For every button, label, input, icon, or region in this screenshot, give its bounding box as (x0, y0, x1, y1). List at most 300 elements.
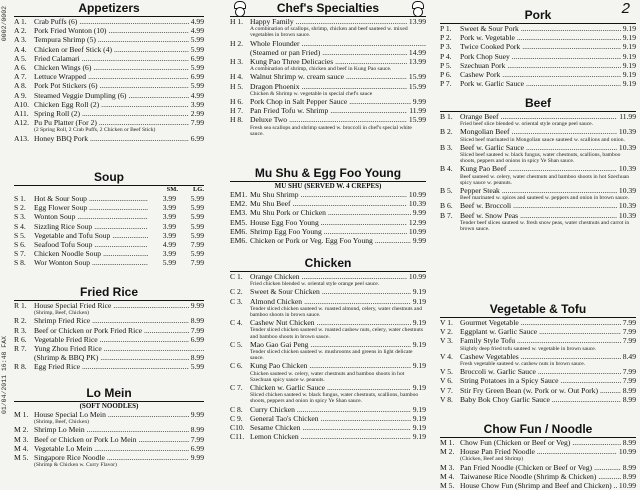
item-price-small: 3.99 (148, 203, 176, 212)
item-price: 4.99 (190, 17, 204, 26)
item-code: V 3. (440, 336, 453, 346)
item-code: EM3. (230, 208, 248, 218)
item-price: 14.99 (408, 47, 426, 57)
menu-item (230, 106, 426, 115)
item-code: A13. (14, 133, 29, 143)
beef-section (440, 96, 636, 232)
item-name: Kung Pao Chicken ..... (250, 361, 411, 370)
menu-item (230, 190, 426, 199)
item-name: House Egg Foo Young ..... (250, 218, 407, 227)
item-code: P 4. (440, 51, 452, 61)
item-code: S 5. (14, 230, 26, 240)
item-name: Seafood Tofu Soup ..... (34, 240, 148, 249)
item-price-small: 3.99 (148, 222, 176, 231)
item-name: Sweet & Sour Pork ..... (460, 24, 621, 33)
item-price: 13.99 (408, 17, 426, 26)
fried-rice-section (14, 285, 204, 372)
item-code-spacer (230, 48, 250, 57)
menu-item (440, 79, 636, 88)
item-name: General Tao's Chicken ..... (250, 414, 411, 423)
menu-item (14, 194, 204, 203)
menu-item (230, 405, 426, 414)
item-code: V 5. (440, 367, 453, 377)
item-name: Chow Fun (Chicken or Beef or Veg) ..... (460, 438, 621, 447)
item-code: H 4. (230, 72, 244, 82)
item-code: H 8. (230, 115, 244, 125)
item-price-large: 5.99 (176, 249, 204, 258)
item-code: S 6. (14, 240, 26, 250)
menu-item (230, 423, 426, 432)
item-code: P 6. (440, 70, 452, 80)
item-price: 10.99 (408, 272, 426, 281)
chef-specialties-section (230, 1, 426, 137)
menu-item (440, 438, 636, 447)
appetizers-section (14, 1, 204, 143)
item-price: 9.19 (622, 51, 636, 61)
menu-item (440, 186, 636, 195)
item-price: 9.19 (412, 339, 426, 349)
menu-item (14, 335, 204, 344)
item-code: H 3. (230, 57, 244, 67)
menu-item (14, 212, 204, 221)
item-description: Chicken sauteed w. celery, water chestnuts and bamboo shoots in hot Szechuan spicy sauce w. peanuts. (250, 370, 405, 383)
item-name: Wonton Soup ..... (34, 212, 148, 221)
item-name: Kung Pao Beef ..... (460, 164, 617, 173)
item-code: C 1. (230, 272, 243, 281)
menu-item (14, 63, 204, 72)
item-description: (Shrimp & Chicken w. Curry Flavor) (34, 462, 117, 469)
menu-item (14, 316, 204, 325)
item-name: Mao Gao Gai Peng ..... (250, 340, 411, 349)
item-name: Spring Roll (2) ..... (34, 109, 189, 118)
vegetable-tofu-section (440, 302, 636, 404)
item-code: H 5. (230, 81, 244, 91)
menu-item (14, 203, 204, 212)
item-price: 5.99 (190, 35, 204, 45)
item-description: Chicken & Shrimp w. vegetable in special chef's sauce (250, 90, 373, 97)
item-code: M 2. (440, 447, 455, 457)
item-price: 10.39 (408, 199, 426, 209)
item-price: 9.99 (412, 97, 426, 107)
item-description: A combination of scallops, shrimp, chicken and beef sauteed w. mixed vegetables in brown sauce. (250, 26, 408, 39)
item-code: V 2. (440, 327, 453, 337)
item-name: Stir Fry Green Bean (w. Pork or w. Out Pork) ..... (460, 386, 621, 395)
section-title-pork: Pork (440, 8, 636, 24)
section-title-appetizers: Appetizers (14, 1, 204, 17)
chow-fun-section (440, 422, 636, 490)
item-price: 11.99 (619, 112, 636, 121)
item-code: V 8. (440, 394, 453, 404)
item-description: Fresh sea scallops and shrimp sauteed w. broccoli in chef's special white sauce. (250, 124, 412, 137)
item-name: Lettuce Wrapped ..... (34, 72, 189, 81)
menu-item (440, 395, 636, 404)
item-name: Shrimp Egg Foo Young ..... (250, 227, 407, 236)
item-name: Happy Family ..... (250, 17, 407, 26)
section-title-chow-fun: Chow Fun / Noodle (440, 422, 636, 438)
item-name: Chicken Wings (6) ..... (34, 63, 189, 72)
item-name: Pepper Steak ..... (460, 186, 617, 195)
menu-item (14, 453, 204, 462)
item-code: C10. (230, 423, 245, 433)
item-price: 9.19 (622, 33, 636, 43)
item-price: 9.19 (412, 383, 426, 393)
menu-item (230, 97, 426, 106)
menu-item (230, 57, 426, 66)
item-price: 10.39 (618, 201, 636, 211)
menu-item (14, 231, 204, 240)
item-price-large: 7.99 (176, 240, 204, 249)
item-name: Pan Fried Tofu w. Shrimp ..... (250, 106, 407, 115)
item-price: 10.99 (618, 481, 636, 490)
item-name: Dragon Phoenix ..... (250, 82, 407, 91)
item-name: Mu Shu Shrimp ..... (250, 190, 407, 199)
item-price: 8.99 (622, 471, 636, 481)
item-code: M 3. (440, 462, 455, 472)
item-code: V 7. (440, 385, 453, 395)
item-price-large: 5.99 (176, 231, 204, 240)
item-price: 3.99 (190, 99, 204, 109)
item-name: Chicken or Pork or Veg. Egg Foo Young ..... (250, 236, 411, 245)
item-code: M 4. (14, 443, 29, 453)
menu-item (230, 297, 426, 306)
item-name: Mu Shu Beef ..... (250, 199, 407, 208)
item-name: Beef or Chicken or Pork Lo Mein ..... (34, 435, 189, 444)
section-title-fried-rice: Fried Rice (14, 285, 204, 301)
item-name: Sweet & Sour Chicken ..... (250, 287, 411, 296)
item-name: Curry Chicken ..... (250, 405, 411, 414)
item-description: Sliced chicken sauteed w. black fungus, water chestnuts, scallions, bamboo shoots, peppers and onion in spicy Ye Shan sauce. (250, 392, 419, 405)
item-price: 7.99 (190, 118, 204, 128)
item-name: Pork w. Garlic Sauce ..... (460, 79, 621, 88)
item-code: C 8. (230, 404, 243, 414)
item-price-small: 3.99 (148, 194, 176, 203)
menu-item (14, 54, 204, 63)
item-code: A 4. (14, 44, 27, 54)
menu-item (14, 362, 204, 371)
item-name: Pork Fried Wonton (10) ..... (34, 26, 189, 35)
item-code: C 9. (230, 413, 243, 423)
item-price: 7.99 (190, 325, 204, 335)
menu-item (230, 318, 426, 327)
item-name: Eggplant w. Garlic Sauce ..... (460, 327, 621, 336)
item-description: (Shrimp, Beef, Chicken) (34, 310, 89, 317)
beef-list (440, 112, 636, 232)
item-description: Tender sliced chicken sauteed w. roasted cashew nuts, celery, water chestnuts and bamboo shoots in brown sauce. (250, 327, 423, 340)
item-code: M 2. (14, 425, 29, 435)
item-price: 9.19 (622, 42, 636, 52)
item-code: S 2. (14, 203, 26, 213)
item-code: V 4. (440, 351, 453, 361)
item-name: Szechuan Pork ..... (460, 61, 621, 70)
menu-item (14, 26, 204, 35)
menu-item (14, 344, 204, 353)
item-code: A 7. (14, 72, 27, 82)
menu-item (14, 100, 204, 109)
item-price: 5.99 (190, 44, 204, 54)
item-description: Slightly deep fried tofu sauteed w. vegetable in brown sauce. (460, 345, 597, 352)
item-code: V 1. (440, 318, 453, 327)
fax-date-line: 01/04/2011 16:48 FAX (1, 336, 8, 415)
item-price: 8.49 (622, 351, 636, 361)
item-price-small: 3.99 (148, 212, 176, 221)
menu-item (440, 318, 636, 327)
mu-shu-section (230, 166, 426, 245)
item-code: A10. (14, 99, 29, 109)
item-description: Fresh vegetable sauteed w. cashew nuts in brown sauce. (460, 361, 586, 368)
item-code: C 4. (230, 318, 243, 328)
item-price: 9.19 (412, 404, 426, 414)
item-code: C 5. (230, 339, 243, 349)
menu-item (230, 236, 426, 245)
item-price: 6.99 (190, 334, 204, 344)
item-name: Beef w. Garlic Sauce ..... (460, 143, 617, 152)
item-description: Beef marinated w. spices and sauteed w. peppers and onion in brown sauce. (460, 195, 630, 202)
menu-item (14, 222, 204, 231)
item-code: C 2. (230, 287, 243, 297)
item-price: 7.99 (622, 376, 636, 386)
item-price: 9.99 (190, 410, 204, 419)
section-title-mu-shu: Mu Shu & Egg Foo Young (230, 166, 426, 182)
menu-item (440, 447, 636, 456)
item-code: R 6. (14, 334, 27, 344)
menu-item (14, 326, 204, 335)
item-name: Shrimp Fried Rice ..... (34, 316, 189, 325)
item-price: 6.99 (190, 133, 204, 143)
item-code: A 1. (14, 17, 27, 26)
chicken-list (230, 272, 426, 441)
item-code: A12. (14, 118, 29, 128)
menu-item (14, 35, 204, 44)
menu-item (14, 109, 204, 118)
lo-mein-section (14, 386, 204, 468)
item-price: 9.99 (412, 236, 426, 246)
mu-shu-subtitle: MU SHU (SERVED W. 4 CREPES) (274, 182, 382, 190)
item-name: Beef w. Snow Peas ..... (460, 211, 617, 220)
chicken-section (230, 256, 426, 441)
item-description: (2 Spring Roll, 2 Crab Puffs, 2 Chicken or Beef Stick) (34, 127, 156, 134)
item-code: B 3. (440, 142, 453, 152)
item-code: EM2. (230, 199, 248, 209)
item-code: EM5. (230, 217, 248, 227)
fax-stamp (1, 6, 12, 476)
item-name: Pu Pu Platter (For 2) ..... (34, 118, 189, 127)
item-description: Fried chicken blended w. oriental style orange peel sauce. (250, 281, 380, 288)
item-name: Baby Bok Choy Garlic Sauce ..... (460, 395, 621, 404)
item-code: R 8. (14, 362, 27, 372)
item-price: 13.99 (408, 57, 426, 67)
item-description: (Shrimp, Beef, Chicken) (34, 419, 89, 426)
item-name: Yung Zhou Fried Rice ..... (34, 344, 204, 353)
item-code: C11. (230, 432, 245, 442)
item-price: 7.99 (622, 336, 636, 346)
menu-item (440, 127, 636, 136)
menu-item (230, 287, 426, 296)
menu-item (230, 208, 426, 217)
item-price: 8.99 (190, 353, 204, 363)
menu-item (230, 218, 426, 227)
item-code: B 6. (440, 201, 453, 211)
fried-rice-list (14, 301, 204, 372)
item-price: 10.39 (618, 210, 636, 220)
item-price: 6.99 (190, 53, 204, 63)
item-price: 5.99 (190, 63, 204, 73)
item-price: 10.39 (618, 127, 636, 137)
menu-item (440, 164, 636, 173)
menu-item (440, 70, 636, 79)
item-description: A combination of shrimp, chicken and beef in Kung Pao sauce. (250, 66, 392, 73)
item-name: Family Style Tofu ..... (460, 336, 621, 345)
menu-item (230, 199, 426, 208)
item-price: 9.19 (412, 432, 426, 442)
menu-item (230, 272, 426, 281)
item-code: P 5. (440, 60, 452, 70)
item-price-large: 5.99 (176, 212, 204, 221)
item-code-spacer (14, 353, 34, 362)
menu-item (14, 410, 204, 419)
menu-item (14, 425, 204, 434)
menu-item (14, 17, 204, 26)
menu-item (230, 361, 426, 370)
item-name: Hot & Sour Soup ..... (34, 194, 148, 203)
menu-item (440, 42, 636, 51)
item-code: H 1. (230, 17, 244, 26)
item-name: Shrimp Lo Mein ..... (34, 425, 189, 434)
item-price: 9.19 (622, 60, 636, 70)
item-name: Chicken w. Garlic Sauce ..... (250, 383, 411, 392)
item-code: B 2. (440, 127, 453, 137)
item-code: M 5. (14, 453, 29, 463)
item-code: M 5. (440, 481, 455, 490)
item-code: EM6. (230, 236, 248, 246)
item-code: B 4. (440, 164, 453, 174)
item-price: 10.39 (618, 142, 636, 152)
menu-item (440, 211, 636, 220)
item-price: 6.99 (190, 72, 204, 82)
item-code: M 1. (440, 438, 455, 447)
item-code: R 7. (14, 344, 27, 354)
pork-section (440, 8, 636, 88)
menu-item (230, 82, 426, 91)
section-title-chicken: Chicken (230, 256, 426, 272)
menu-item-continued (230, 48, 426, 57)
item-code: A 8. (14, 81, 27, 91)
item-price-small: 3.99 (148, 249, 176, 258)
menu-item (440, 472, 636, 481)
item-name: Chicken or Beef Stick (4) ..... (34, 45, 189, 54)
menu-item (14, 258, 204, 267)
item-name: Fried Calamari ..... (34, 54, 189, 63)
item-code: H 7. (230, 106, 244, 116)
menu-item (440, 33, 636, 42)
menu-item (230, 115, 426, 124)
page-number: 2 (621, 0, 630, 17)
menu-item (440, 112, 636, 121)
item-code: S 4. (14, 221, 26, 231)
item-code: R 3. (14, 325, 27, 335)
menu-item (440, 143, 636, 152)
menu-item (230, 432, 426, 441)
menu-item (440, 336, 636, 345)
item-code: S 3. (14, 212, 26, 222)
menu-item (440, 61, 636, 70)
item-price-large: 5.99 (176, 203, 204, 212)
item-price-small: 3.99 (148, 231, 176, 240)
item-price: 8.99 (622, 438, 636, 447)
item-code: S 8. (14, 258, 26, 268)
item-name: Tempura Shrimp (5) ..... (34, 35, 189, 44)
item-price: 8.99 (622, 462, 636, 472)
item-name: Beef w. Broccoli ..... (460, 201, 617, 210)
item-name: Whole Flounder ..... (250, 39, 426, 48)
item-code: P 1. (440, 24, 452, 33)
item-name: Crab Puffs (6) ..... (34, 17, 189, 26)
item-price: 10.39 (618, 164, 636, 174)
menu-item (14, 249, 204, 258)
item-variant: (Shrimp & BBQ PK) ..... (34, 353, 189, 362)
item-name: Cashew Nut Chicken ..... (250, 318, 411, 327)
soup-section (14, 170, 204, 268)
menu-item (230, 383, 426, 392)
item-code: R 2. (14, 316, 27, 326)
soup-list (14, 194, 204, 268)
menu-item (440, 201, 636, 210)
item-price: 9.19 (412, 287, 426, 297)
chow-fun-list (440, 438, 636, 490)
item-name: Almond Chicken ..... (250, 297, 411, 306)
menu-item (440, 327, 636, 336)
item-price: 9.19 (412, 413, 426, 423)
menu-item (14, 45, 204, 54)
item-price: 7.99 (622, 367, 636, 377)
item-price: 5.99 (190, 81, 204, 91)
item-name: Steamed Veggie Dumpling (6) ..... (34, 91, 189, 100)
menu-item (14, 301, 204, 310)
menu-item (230, 17, 426, 26)
item-name: Beef or Chicken or Pork Fried Rice ..... (34, 326, 189, 335)
item-price: 9.19 (622, 79, 636, 89)
lo-mein-subtitle: (SOFT NOODLES) (79, 402, 139, 410)
item-name: Cashew Vegetables ..... (460, 352, 621, 361)
item-code: V 6. (440, 376, 453, 386)
item-price: 7.99 (622, 318, 636, 327)
menu-item (230, 227, 426, 236)
item-price-small: 4.99 (148, 240, 176, 249)
item-price: 10.99 (408, 190, 426, 199)
menu-item (440, 463, 636, 472)
item-code: M 1. (14, 410, 29, 419)
item-price: 8.99 (622, 385, 636, 395)
menu-item (230, 39, 426, 48)
item-description: Fried beef slice blended w. oriental style orange peel sauce. (460, 121, 594, 128)
item-name: Walnut Shrimp w. cream sauce ..... (250, 72, 407, 81)
item-code: M 3. (14, 434, 29, 444)
item-price: 8.99 (622, 394, 636, 404)
item-code: A 2. (14, 26, 27, 36)
section-title-lo-mein: Lo Mein (14, 386, 204, 402)
item-name: Deluxe Two ..... (250, 115, 407, 124)
item-price-large: 5.99 (176, 222, 204, 231)
soup-large-label: LG. (192, 186, 204, 193)
item-name: Orange Beef ..... (460, 112, 617, 121)
item-code: B 7. (440, 210, 453, 220)
item-name: Vegetable and Tofu Soup ..... (34, 231, 148, 240)
item-price: 6.99 (190, 443, 204, 453)
item-name: Vegetable Lo Mein ..... (34, 444, 189, 453)
item-price: 9.19 (622, 24, 636, 33)
item-code: S 1. (14, 194, 26, 203)
item-price: 2.99 (190, 109, 204, 119)
item-description: Tender sliced chicken sauteed w. mushrooms and greens in light delicate sauce. (250, 349, 413, 362)
